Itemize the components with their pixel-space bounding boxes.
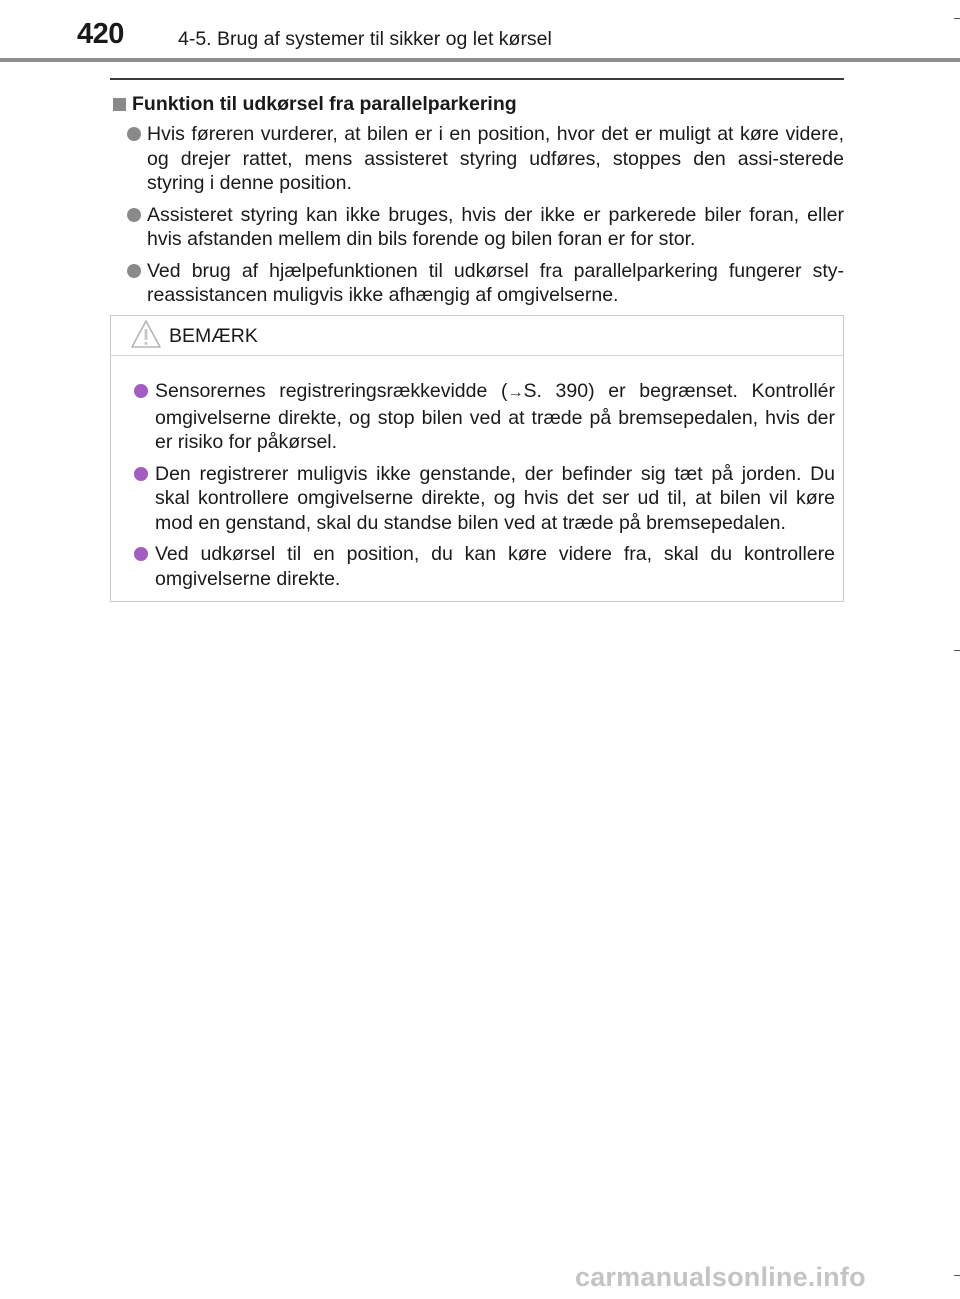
list-item-text	[155, 380, 835, 453]
arrow-right-icon: →	[507, 384, 524, 401]
chapter-title: 4-5. Brug af systemer til sikker og let kørsel	[178, 28, 552, 50]
list-item	[110, 203, 844, 252]
section-parallel-exit	[110, 78, 844, 315]
page-reference: S. 390) er begrænset. Kontrollér omgivelserne direkte, og stop bilen ved at træde på bremsepedalen, hvis der er risiko for påkørsel.	[155, 380, 835, 453]
crop-mark	[954, 1275, 960, 1276]
list-item-text: Ved brug af hjælpefunktionen til udkørsel fra parallelparkering fungerer sty-reassistancen muligvis ikke afhængig af omgivelserne.	[147, 259, 844, 306]
list-item-text: Hvis føreren vurderer, at bilen er i en position, hvor det er muligt at køre videre, og drejer rattet, mens assisteret styring udføres, stoppes den assi-sterede styring i denne position.	[147, 123, 844, 194]
bullet-dot-icon	[127, 264, 141, 278]
watermark: carmanualsonline.info	[575, 1262, 866, 1292]
page-header	[0, 0, 960, 62]
bullet-dot-icon	[134, 547, 148, 561]
square-bullet-icon	[113, 98, 126, 111]
section-bullet-list	[110, 122, 844, 308]
bullet-dot-icon	[127, 127, 141, 141]
notice-bullet-list	[118, 379, 835, 591]
section-title	[110, 92, 844, 116]
warning-triangle-icon	[130, 319, 162, 349]
bullet-dot-icon	[134, 467, 148, 481]
bullet-dot-icon	[134, 384, 148, 398]
list-item-text-part: Sensorernes registreringsrækkevidde (	[155, 380, 508, 402]
notice-header	[111, 316, 843, 356]
section-rule	[110, 78, 844, 80]
notice-box	[110, 315, 844, 602]
crop-mark	[954, 18, 960, 19]
section-title-text: Funktion til udkørsel fra parallelparkering	[132, 93, 517, 115]
list-item	[110, 259, 844, 308]
list-item	[118, 542, 835, 591]
list-item	[110, 122, 844, 196]
list-item	[118, 462, 835, 536]
list-item-text: Assisteret styring kan ikke bruges, hvis der ikke er parkerede biler foran, eller hvis afstanden mellem din bils forende og bilen foran er for stor.	[147, 203, 844, 250]
page-number: 420	[77, 18, 124, 50]
bullet-dot-icon	[127, 208, 141, 222]
list-item	[118, 379, 835, 455]
notice-body	[111, 356, 843, 591]
list-item-text: Den registrerer muligvis ikke genstande, der befinder sig tæt på jorden. Du skal kontrollere omgivelserne direkte, og hvis det ser ud til, at bilen vil køre mod en genstand, skal du standse bilen ved at træde på bremsepedalen.	[155, 462, 835, 534]
crop-mark	[954, 650, 960, 651]
notice-label: BEMÆRK	[169, 325, 258, 347]
header-rule	[0, 58, 960, 62]
list-item-text: Ved udkørsel til en position, du kan køre videre fra, skal du kontrollere omgivelserne direkte.	[155, 543, 835, 590]
